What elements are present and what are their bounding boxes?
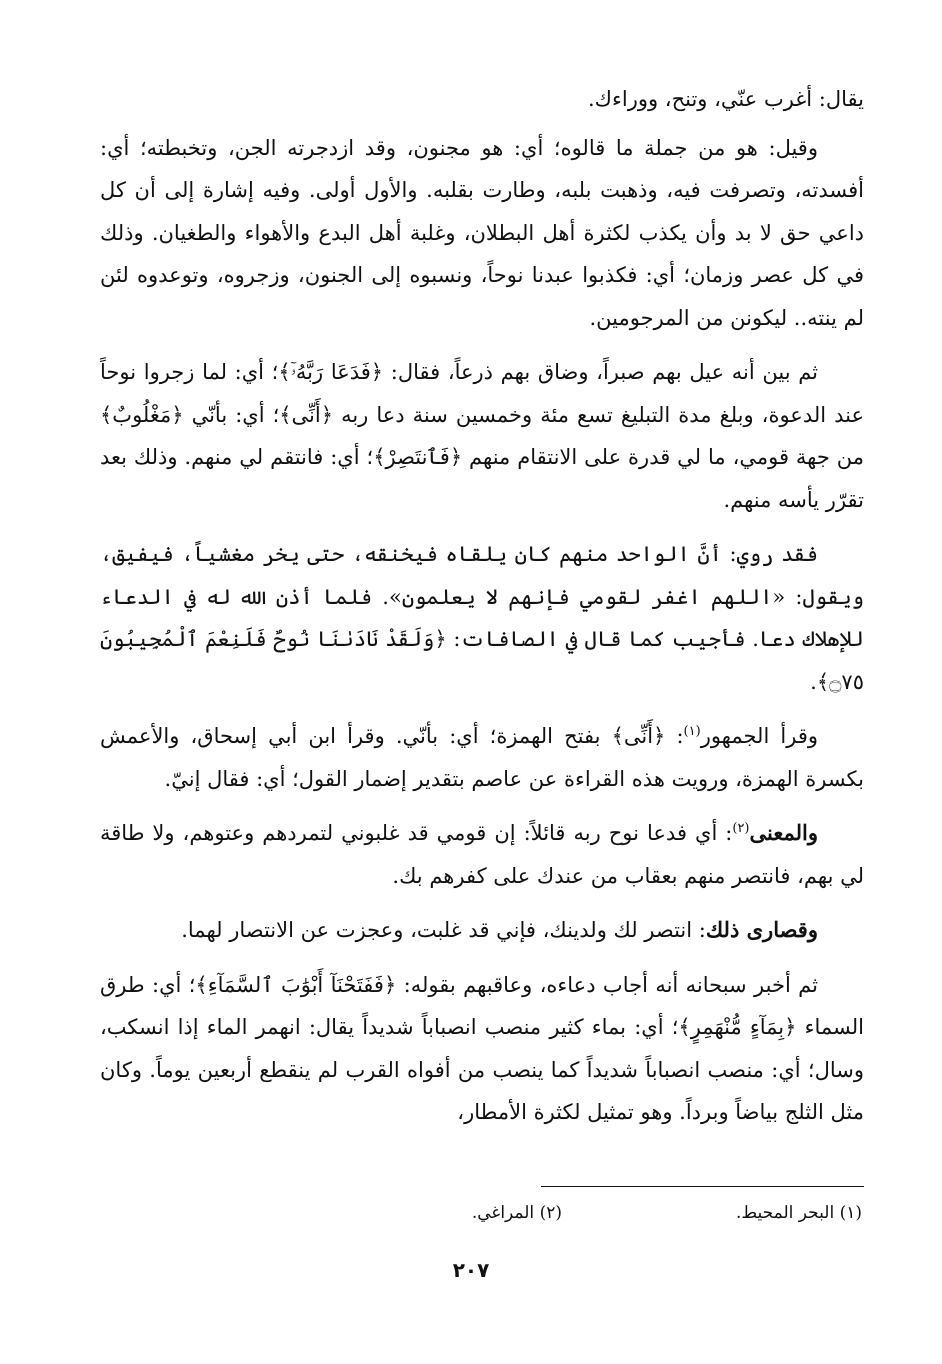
page-number: ٢٠٧: [452, 1258, 490, 1282]
quran-quote: ﴿فَدَعَا رَبَّهُۥٓ﴾: [278, 360, 384, 384]
paragraph-6: [100, 812, 864, 897]
quran-quote: ﴿أَنِّى﴾: [279, 402, 334, 427]
text-run: .: [810, 669, 817, 694]
paragraph-4: [100, 533, 864, 703]
footnote-2-number: (٢): [539, 1203, 562, 1223]
text-run: يقال: أغرب عنّي، وتنح، ووراءك.: [588, 87, 864, 111]
bold-heading: والمعنى: [749, 820, 818, 845]
text-run: ؛ أي: فانتقم لي منهم. وذلك بعد تقرّر يأسه منهم.: [100, 445, 864, 512]
paragraph-3: [100, 351, 864, 521]
quran-quote: ﴿فَفَتَحْنَآ أَبْوَٰبَ ٱلسَّمَآءِ﴾: [195, 972, 397, 997]
paragraph-2: [100, 127, 864, 340]
text-run: ؛ أي: طرق السماء: [100, 972, 865, 1039]
footnote-1-number: (١): [839, 1203, 862, 1223]
paragraph-5: [100, 715, 864, 800]
text-run: من جهة قومي، ما لي قدرة على الانتقام منهم: [462, 445, 864, 469]
text-run: : أي فدعا نوح ربه قائلاً: إن قومي قد غلبوني لتمردهم وعتوهم، ولا طاقة لي بهم، فانتصر منهم بعقاب من عندك على كفرهم بك.: [100, 821, 864, 888]
text-run: فقد روي: أنَّ الواحد منهم كان يلقاه فيخنقه، حتى يخر مغشياً، فيفيق، ويقول: «اللهم اغفر لقومي فإنهم لا يعلمون». فلما أذن الله له في الدعاء للإهلاك دعا. فأجيب كما قال في الصافات:: [100, 542, 864, 651]
text-run: ثم أخبر سبحانه أنه أجاب دعاءه، وعاقبهم بقوله:: [396, 972, 818, 997]
footnote-2: [472, 1203, 562, 1223]
quran-quote: ﴿مَغْلُوبٌ﴾: [100, 402, 184, 427]
paragraph-7: [100, 909, 864, 952]
text-run: بفتح الهمزة؛ أي: بأنّي. وقرأ ابن أبي إسحاق، والأعمش بكسرة الهمزة، ورويت هذه القراءة عن عاصم بتقدير إضمار القول؛ أي: فقال إنيّ.: [100, 724, 864, 791]
text-column: [100, 78, 864, 1134]
quran-quote: ﴿بِمَآءٍ مُّنْهَمِرٍ﴾: [678, 1015, 797, 1039]
footnote-separator: [541, 1186, 864, 1187]
text-run: ؛ أي: لما زجروا نوحاً عند الدعوة، وبلغ مدة التبليغ تسع مئة وخمسين سنة دعا ربه: [100, 360, 864, 427]
text-run: :: [665, 724, 684, 748]
footnote-ref: (١): [683, 724, 701, 739]
bold-heading: وقصارى ذلك: [705, 917, 818, 942]
quran-quote: ﴿وَلَقَدْ نَادَىٰنَا نُوحٌ فَلَنِعْمَ ٱلْمُجِيبُونَ ۝٧٥﴾: [100, 627, 864, 694]
text-run: ثم بين أنه عيل بهم صبراً، وضاق بهم ذرعاً، فقال:: [383, 360, 819, 384]
text-run: ؛ أي: بماء كثير منصب انصباباً شديداً يقال: انهمر الماء إذا انسكب، وسال؛ أي: منصب انصباباً شديداً كما ينصب من أفواه القرب لم ينقطع أربعين يوماً. وكان مثل الثلج بياضاً وبرداً. وهو تمثيل لكثرة الأمطار،: [100, 1015, 864, 1124]
quran-quote: ﴿أَنِّى﴾: [611, 724, 666, 748]
quran-quote: ﴿فَٱنتَصِرْ﴾: [373, 445, 463, 469]
paragraph-8: [100, 964, 864, 1134]
footnote-1: [736, 1203, 862, 1223]
footnote-1-text: البحر المحيط.: [736, 1203, 835, 1223]
footnote-2-text: المراغي.: [471, 1203, 535, 1223]
text-run: وقيل: هو من جملة ما قالوه؛ أي: هو مجنون، وقد ازدجرته الجن، وتخبطته؛ أي: أفسدته، وتصرفت فيه، وذهبت بلبه، وطارت بقلبه. والأول أولى. وفيه إشارة إلى أن كل داعي حق لا بد وأن يكذب لكثرة أهل البطلان، وغلبة أهل البدع والأهواء والطغيان. وذلك في كل عصر وزمان؛ أي: فكذبوا عبدنا نوحاً، ونسبوه إلى الجنون، وزجروه، وتوعدوه لئن لم ينته.. ليكونن من المرجومين.: [100, 135, 864, 330]
footnote-ref: (٢): [732, 821, 750, 836]
paragraph-1: [100, 78, 864, 121]
text-run: وقرأ الجمهور: [700, 724, 818, 748]
text-run: : انتصر لك ولدينك، فإني قد غلبت، وعجزت عن الانتصار لهما.: [181, 918, 706, 942]
page-body: [100, 78, 864, 1278]
text-run: ؛ أي: بأنّي: [183, 402, 280, 427]
footnotes: [342, 1203, 862, 1233]
